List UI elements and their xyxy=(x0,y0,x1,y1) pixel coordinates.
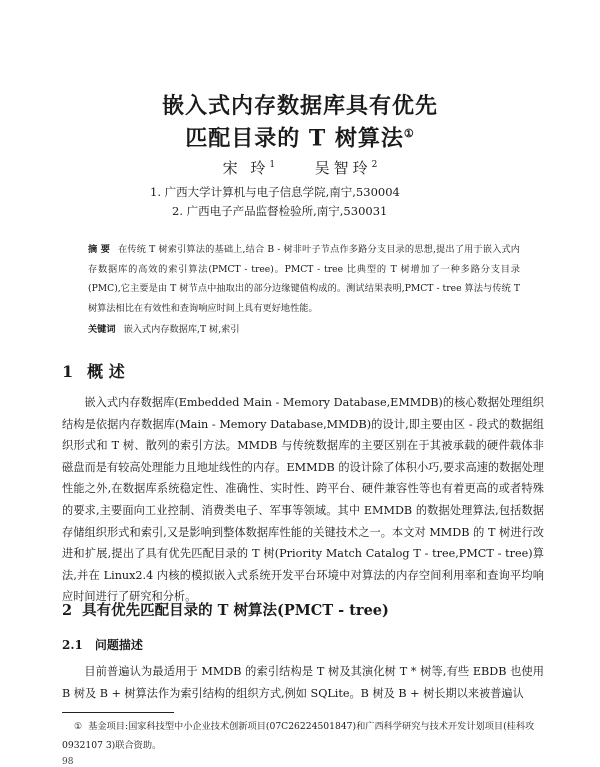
section-2-1-paragraph: 目前普遍认为最适用于 MMDB 的索引结构是 T 树及其演化树 T * 树等,有些 EBDB 也使用 B 树及 B + 树算法作为索引结构的组织方式,例如 SQLite。B 树及 B + 树长期以来被普遍认 xyxy=(62,665,544,700)
abstract-text: 在传统 T 树索引算法的基础上,结合 B - 树非叶子节点作多路分支目录的思想,提出了用于嵌入式内存数据库的高效的索引算法(PMCT - tree)。PMCT - tree 比典型的 T 树增加了一种多路分支目录(PMC),它主要是由 T 树节点中抽取出的部分边缘键值构成的。测试结果表明,PMCT - tree 算法与传统 T 树算法相比在有效性和查询响应时间上具有更好地性能。 xyxy=(88,244,520,314)
author-2 xyxy=(315,159,378,177)
keywords xyxy=(88,322,520,338)
abstract xyxy=(88,240,520,318)
footnote-text: 基金项目:国家科技型中小企业技术创新项目(07C26224501847)和广西科学研究与技术开发计划项目(桂科攻 0932107 3)联合资助。 xyxy=(62,721,535,751)
title-note-mark: ① xyxy=(403,127,415,140)
section-2-1-body xyxy=(62,661,544,704)
section-2-number: 2 xyxy=(62,602,73,619)
author-1-name: 宋 玲 xyxy=(222,159,270,177)
title-line-2 xyxy=(0,120,600,152)
author-2-name: 吴智玲 xyxy=(314,159,372,177)
author-1 xyxy=(223,159,276,177)
section-1-number: 1 xyxy=(62,362,74,381)
section-1-body xyxy=(62,392,544,608)
section-2-heading xyxy=(62,599,389,620)
section-1-heading xyxy=(62,359,125,382)
keywords-label: 关键词 xyxy=(88,324,116,335)
footnote-mark: ① xyxy=(74,721,83,732)
author-2-sup: 2 xyxy=(371,160,378,170)
paper-title xyxy=(0,92,600,152)
section-2-1-heading xyxy=(62,636,143,653)
title-line-2-text: 匹配目录的 T 树算法 xyxy=(185,125,404,152)
abstract-label: 摘 要 xyxy=(88,244,111,255)
affiliations xyxy=(150,183,400,221)
author-1-sup: 1 xyxy=(269,160,276,170)
page-number: 98 xyxy=(62,757,74,767)
section-2-title: 具有优先匹配目录的 T 树算法(PMCT - tree) xyxy=(82,602,389,619)
section-2-1-number: 2.1 xyxy=(62,638,83,652)
affiliation-1: 1. 广西大学计算机与电子信息学院,南宁,530004 xyxy=(150,185,400,199)
footnote xyxy=(62,718,544,755)
section-1-title: 概 述 xyxy=(87,362,125,381)
title-line-1: 嵌入式内存数据库具有优先 xyxy=(161,93,438,119)
section-1-paragraph: 嵌入式内存数据库(Embedded Main - Memory Database,EMMDB)的核心数据处理组织结构是依据内存数据库(Main - Memory Database,MMDB)的设计,即主要由区 - 段式的数据组织形式和 T 树、散列的索引方法。MMDB 与传统数据库的主要区别在于其被承载的硬件载体非磁盘而是有较高处理能力且地址线性的内存。EMMDB 的设计除了体积小巧,要求高速的数据处理性能之外,在数据库系统稳定性、准确性、实时性、跨平台、硬件兼容性等也有着更高的或者特殊的要求,主要面向工业控制、消费类电子、军事等领域。其中 EMMDB 的数据处理算法,包括数据存储组织形式和索引,又是影响到整体数据库性能的关键技术之一。本文对 MMDB 的 T 树进行改进和扩展,提出了具有优先匹配目录的 T 树(Priority Match Catalog T - tree,PMCT - tree)算法,并在 Linux2.4 内核的模拟嵌入式系统开发平台环境中对算法的内存空间利用率和查询平均响应时间进行了研究和分析。 xyxy=(62,396,544,604)
section-2-1-title: 问题描述 xyxy=(94,638,143,652)
keywords-text: 嵌入式内存数据库,T 树,索引 xyxy=(123,324,240,335)
affiliation-2: 2. 广西电子产品监督检验所,南宁,530031 xyxy=(172,204,388,218)
author-list xyxy=(0,157,600,178)
footnote-divider xyxy=(62,712,174,713)
